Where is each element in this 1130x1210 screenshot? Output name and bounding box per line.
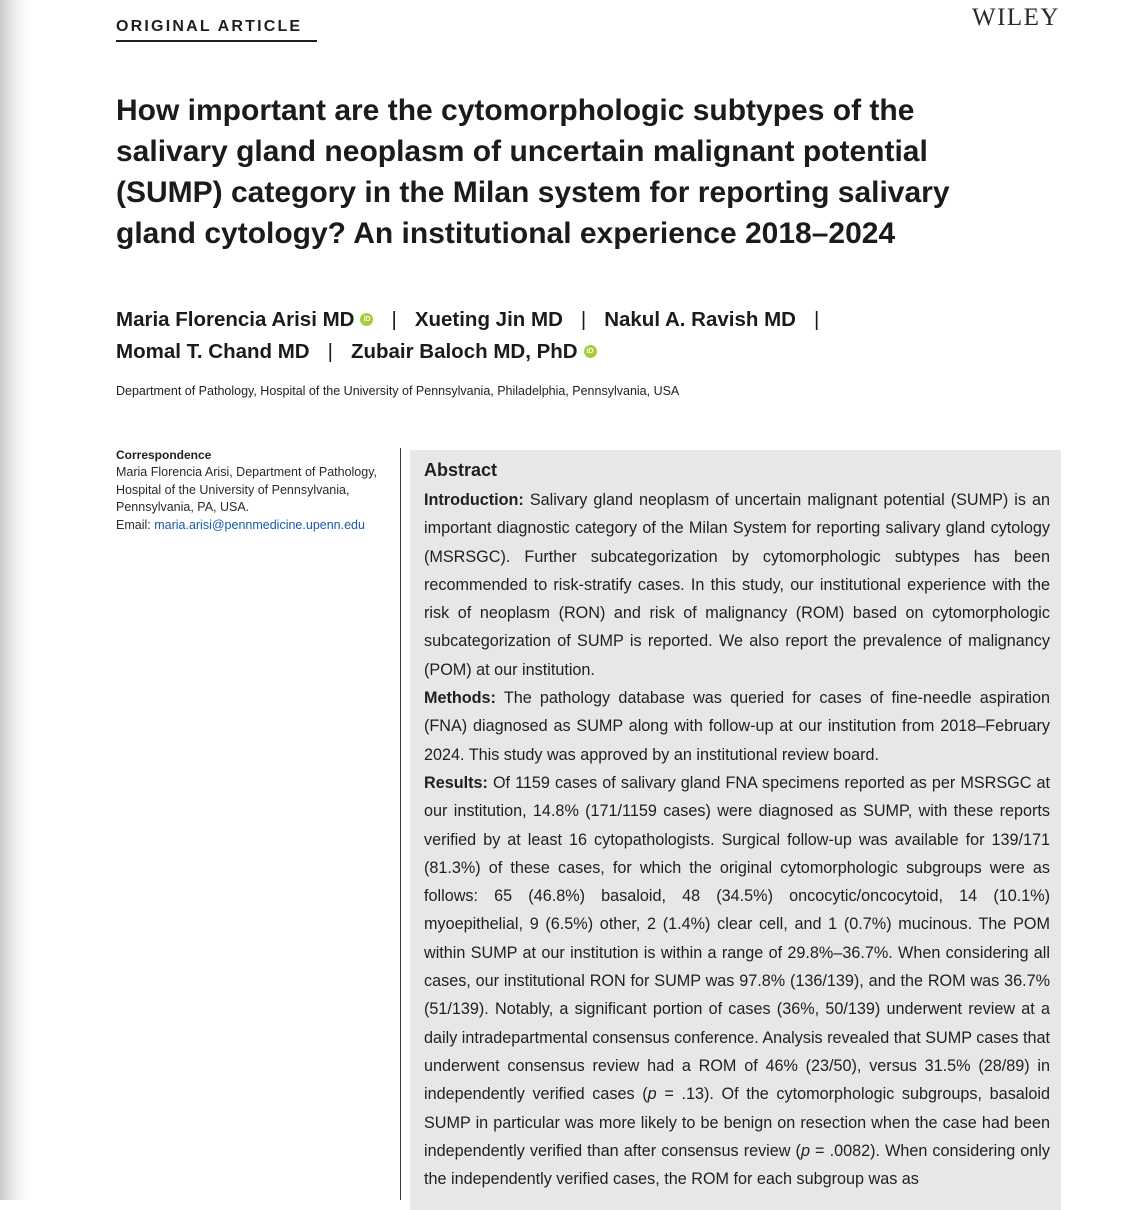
author-separator: |	[327, 340, 333, 363]
author-name[interactable]: Zubair Baloch MD, PhD iD	[351, 340, 597, 363]
abstract-heading: Abstract	[424, 460, 498, 480]
author-name[interactable]: Xueting Jin MD	[414, 308, 563, 331]
author-separator: |	[391, 308, 397, 331]
p-value-symbol: p	[647, 1085, 657, 1104]
author-list	[116, 304, 916, 368]
correspondence-address: Maria Florencia Arisi, Department of Pathology, Hospital of the University of Pennsylvania, Pennsylvania, PA, USA.	[116, 465, 377, 515]
correspondence-heading: Correspondence	[116, 448, 212, 462]
methods-text: The pathology database was queried for cases of fine-needle aspiration (FNA) diagnosed as SUMP along with follow-up at our institution from 2018–February 2024. This study was approved by an institutional review board.	[424, 689, 1050, 764]
page-edge-shadow	[0, 0, 30, 1200]
orcid-icon[interactable]: iD	[360, 313, 373, 326]
methods-label: Methods:	[424, 689, 496, 708]
p-value-symbol: p	[800, 1141, 810, 1160]
results-label: Results:	[424, 773, 488, 792]
author-name[interactable]: Nakul A. Ravish MD	[604, 308, 796, 331]
email-link[interactable]: maria.arisi@pennmedicine.upenn.edu	[154, 517, 365, 532]
abstract-body	[424, 486, 1050, 1193]
article-title: How important are the cytomorphologic subtypes of the salivary gland neoplasm of uncertain malignant potential (SUMP) category in the Milan system for reporting salivary gland cytology? An institutional experience 2018–2024	[116, 94, 950, 250]
article-type-label: ORIGINAL ARTICLE	[116, 18, 303, 35]
author-separator: |	[580, 308, 587, 331]
affiliation: Department of Pathology, Hospital of the University of Pennsylvania, Philadelphia, Pennsylvania, USA	[116, 384, 680, 398]
author-name[interactable]: Momal T. Chand MD	[116, 340, 310, 363]
introduction-label: Introduction:	[424, 491, 524, 509]
correspondence-details	[116, 464, 381, 534]
author-name[interactable]: Maria Florencia Arisi MD iD	[116, 308, 373, 331]
email-label: Email:	[116, 517, 151, 532]
abstract-box	[410, 450, 1061, 1210]
orcid-icon[interactable]: iD	[584, 345, 597, 358]
publisher-logo: WILEY	[971, 4, 1060, 31]
column-divider	[400, 448, 401, 1200]
introduction-text: Salivary gland neoplasm of uncertain malignant potential (SUMP) is an important diagnostic category of the Milan System for reporting salivary gland cytology (MSRSGC). Further subcategorization by cytomorphologic subtypes has been recommended to risk-stratify cases. In this study, our institutional experience with the risk of neoplasm (RON) and risk of malignancy (ROM) based on cytomorphologic subcategorization of SUMP is reported. We also report the prevalence of malignancy (POM) at our institution.	[424, 491, 1050, 679]
results-text: Of 1159 cases of salivary gland FNA specimens reported as per MSRSGC at our institution, 14.8% (171/1159 cases) were diagnosed as SUMP, with these reports verified by at least 16 cytopathologists. Surgical follow-up was available for 139/171 (81.3%) of these cases, for which the original cytomorphologic subgroups were as follows: 65 (46.8%) basaloid, 48 (34.5%) oncocytic/oncocytoid, 14 (10.1%) myoepithelial, 9 (6.5%) other, 2 (1.4%) clear cell, and 1 (0.7%) mucinous. The POM within SUMP at our institution is within a range of 29.8%–36.7%. When considering all cases, our institutional RON for SUMP was 97.8% (136/139), and the ROM was 36.7% (51/139). Notably, a significant portion of cases (36%, 50/139) underwent review at a daily intradepartmental consensus conference. Analysis revealed that SUMP cases that underwent consensus review had a ROM of 46% (23/50), versus 31.5% (28/89) in independently verified cases (p = .13). Of the cytomorphologic subgroups, basaloid SUMP in particular was more likely to be benign on resection when the case had been independently verified than after consensus review (p = .0082). When considering only the independently verified cases, the ROM for each subgroup was as	[424, 773, 1051, 1189]
article-type-underline	[116, 40, 317, 42]
author-separator: |	[813, 308, 820, 331]
